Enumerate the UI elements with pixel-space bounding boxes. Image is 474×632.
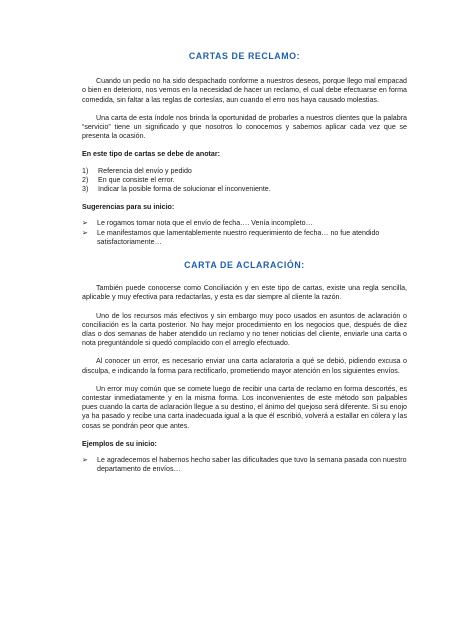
paragraph-reclamo-1: Cuando un pedio no ha sido despachado conforme a nuestros deseos, porque llego mal empacad o bien en deterioro, nos vemos en la necesidad de hacer un reclamo, el cual debe efectuarse en forma comedida, sin faltar a las reglas de cortesías, aun cuando el erro nos haya causado molestias.: [82, 77, 407, 104]
list-item: [82, 176, 407, 185]
paragraph-reclamo-2: Una carta de esta índole nos brinda la oportunidad de probarles a nuestros clientes que la palabra “servicio” tiene un significado y que nosotros lo conocemos y sabemos aplicar cada vez que se presenta la ocasión.: [82, 113, 407, 141]
subtitle-ejemplos: Ejemplos de su inicio:: [82, 439, 157, 448]
list-item: [82, 219, 407, 228]
paragraph-aclaracion-1: También puede conocerse como Conciliación y en este tipo de cartas, existe una regla sencilla, aplicable y muy efectiva para redactarlas, y esta es dar siempre al cliente la razón.: [82, 284, 407, 302]
list-number: 2): [82, 175, 89, 184]
list-text: Le rogamos tomar nota que el envío de fecha…. Venía incompleto…: [97, 219, 313, 228]
list-text: Indicar la posible forma de solucionar el inconveniente.: [98, 185, 271, 194]
arrow-bullet-icon: ➢: [82, 229, 88, 237]
list-item: [82, 456, 407, 474]
paragraph-aclaracion-3: Al conocer un error, es necesario enviar una carta aclaratoria a qué se debió, pidiendo excusa o disculpa, e indicando la forma para rectificarlo, prometiendo mayor atención en los siguientes envíos.: [82, 357, 407, 375]
list-item: [82, 185, 407, 194]
section-title-reclamo: CARTAS DE RECLAMO:: [188, 51, 301, 61]
list-number: 1): [82, 166, 89, 175]
paragraph-aclaracion-2: Uno de los recursos más efectivos y sin embargo muy poco usados en asuntos de aclaración o conciliación es la carta posterior. No hay mejor procedimiento en los negocios que, después de diez días o dos semanas de haber atendido un reclamo y no tener noticias del cliente, enviarle una carta o nota preguntándole si quedó complacido con el arreglo efectuado.: [82, 311, 407, 348]
subtitle-anotar: En este tipo de cartas se debe de anotar:: [82, 150, 220, 159]
list-number: 3): [82, 185, 89, 194]
numbered-list: [82, 167, 407, 195]
section-title-aclaracion: CARTA DE ACLARACIÓN:: [184, 260, 305, 271]
example-list: [82, 456, 407, 474]
arrow-bullet-icon: ➢: [82, 457, 88, 465]
list-text: Le manifestamos que lamentablemente nuestro requerimiento de fecha… no fue atendido satisfactoriamente…: [97, 228, 380, 246]
subtitle-sugerencias: Sugerencias para su inicio:: [82, 203, 175, 212]
suggestion-list: [82, 219, 407, 247]
list-text: Le agradecemos el habernos hecho saber las dificultades que tuvo la semana pasada con nuestro departamento de envíos…: [97, 456, 407, 474]
list-item: [82, 229, 407, 247]
arrow-bullet-icon: ➢: [82, 220, 88, 228]
list-text: En que consiste el error.: [98, 175, 175, 184]
document-content: [82, 48, 407, 475]
list-item: [82, 167, 407, 176]
paragraph-aclaracion-4: Un error muy común que se comete luego de recibir una carta de reclamo en forma descortés, es contestar inmediatamente y en la misma forma. Los inconvenientes de este método son palpables pues cuando la carta de aclaración llegue a su destino, el ánimo del quejoso será diferente. Si su enojo ya ha pasado y recibe una carta inadecuada igual a la que él escribió, volverá a estallar en cólera y las cosas se pondrán peor que antes.: [82, 384, 407, 430]
list-text: Referencia del envío y pedido: [98, 166, 192, 175]
